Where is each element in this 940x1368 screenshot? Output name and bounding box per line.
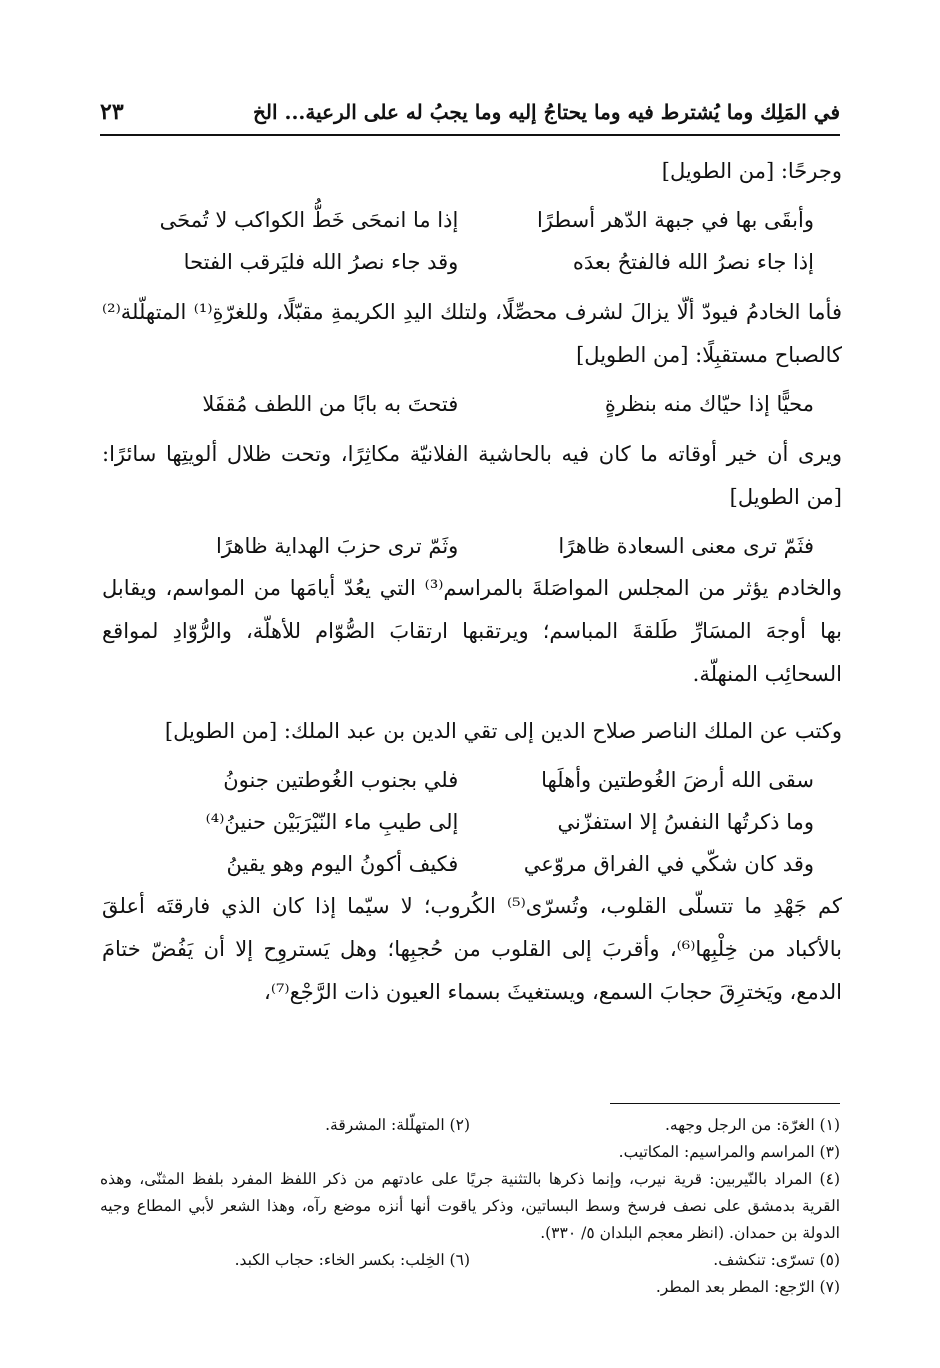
verse-hemistich-first: إذا جاء نصرُ الله فالفتحُ بعدَه	[572, 250, 814, 274]
verse-line	[102, 199, 842, 241]
verse-line	[102, 525, 842, 567]
footnote: (٣) المراسم والمراسيم: المكاتيب.	[618, 1143, 840, 1161]
main-text	[102, 150, 842, 1020]
running-title: في المَلِك وما يُشترط فيه وما يحتاجُ إليه وما يجبُ له على الرعية... الخ	[252, 100, 840, 124]
paragraph: والخادم يؤثر من المجلس المواصَلةَ بالمراسم⁽³⁾ التي يعُدّ أيامَها من المواسم، ويقابل بها أوجهَ المسَارِّ طَلقةَ المباسم؛ ويرتقبها ارتقابَ الصُّوّام للأهلّة، والرُّوّادِ لمواقع السحائِب المنهلّة.	[102, 576, 842, 686]
footnotes	[100, 1112, 840, 1301]
page-number: ٢٣	[100, 99, 124, 125]
verse-line	[102, 843, 842, 885]
paragraph: كم جَهْدِ ما تتسلّى القلوب، وتُسرّى⁽⁵⁾ الكُروب؛ لا سيّما إذا كان الذي فارقتَه أعلقَ بالأكباد من خِلْبِها⁽⁶⁾، وأقربَ إلى القلوب من حُجبِها؛ وهل يَستروِح إلا أن يَفُضّ ختامَ الدمع، ويَخترِقَ حجابَ السمع، ويستغيثَ بسماء العيون ذات الرَّجْع⁽⁷⁾،	[102, 894, 843, 1004]
footnote: (٢) المتهلّلة: المشرقة.	[325, 1116, 470, 1134]
verse-hemistich-first: وأبقَى بها في جبهة الدّهر أسطرًا	[536, 208, 814, 232]
verse-hemistich-first: فثَمّ ترى معنى السعادة ظاهرًا	[558, 534, 814, 558]
header-rule	[100, 134, 840, 136]
verse-hemistich-second: وثَمّ ترى حزبَ الهداية ظاهرًا	[215, 534, 459, 558]
paragraph: وكتب عن الملك الناصر صلاح الدين إلى تقي الدين بن عبد الملك: [من الطويل]	[164, 719, 842, 743]
verse-line	[102, 241, 842, 283]
verse-line	[102, 801, 842, 843]
footnote: (١) الغرّة: من الرجل وجهه.	[665, 1116, 840, 1134]
verse-hemistich-first: وما ذكرتُها النفسُ إلا استفزّني	[557, 810, 814, 834]
verse-hemistich-second: فكيف أكونُ اليوم وهو يقينُ	[226, 852, 459, 876]
running-header	[100, 92, 840, 132]
footnote: (٥) تسرّى: تنكشف.	[713, 1251, 840, 1269]
verse-hemistich-second: فتحتَ به بابًا من اللطف مُقفَلا	[202, 392, 459, 416]
verse-line	[102, 383, 842, 425]
verse-hemistich-second: إلى طيبِ ماء النّيْرَبَيْن حنينُ⁽⁴⁾	[205, 810, 459, 834]
paragraph: فأما الخادمُ فيودّ ألّا يزالَ لشرف محصِّلًا، ولتلك اليدِ الكريمةِ مقبّلًا، وللغرّةِ⁽¹⁾ المتهلّلة⁽²⁾ كالصباح مستقبِلًا: [من الطويل]	[102, 300, 842, 367]
footnote-row	[100, 1247, 840, 1274]
verse-hemistich-first: وقد كان شكّي في الفراق مروّعي	[523, 852, 814, 876]
verse-hemistich-second: فلي بجنوب الغُوطتين جنونُ	[223, 768, 459, 792]
footnote-separator	[610, 1103, 840, 1104]
footnote: (٦) الخِلب: بكسر الخاء: حجاب الكبد.	[234, 1251, 470, 1269]
verse-hemistich-second: إذا ما انمحَى خَطُّ الكواكب لا تُمحَى	[159, 208, 459, 232]
paragraph: ويرى أن خير أوقاته ما كان فيه بالحاشية الفلانيّة مكاثِرًا، وتحت ظلال ألويتِها سائرًا: [من الطويل]	[102, 442, 842, 509]
footnote: (٧) الرّجع: المطر بعد المطر.	[655, 1278, 840, 1296]
paragraph: وجرحًا: [من الطويل]	[661, 159, 842, 183]
verse-hemistich-first: محيًّا إذا حيّاك منه بنظرةٍ	[604, 392, 814, 416]
footnote: (٤) المراد بالنّيربين: قرية نيرب، وإنما ذكرها بالتثنية جريًا على عادتهم من ذكر اللفظ المفرد بلفظ المثنّى، وهذه القرية بدمشق على نصف فرسخ وسط البساتين، وذكر ياقوت أنها أنزه موضع رآه، وهذا الشعر لأبي المطاع وجيه الدولة بن حمدان. (انظر معجم البلدان ٥/ ٣٣٠).	[100, 1170, 840, 1242]
verse-hemistich-first: سقى الله أرضَ الغُوطتين وأهلَها	[541, 768, 814, 792]
verse-hemistich-second: وقد جاء نصرُ الله فليَرقب الفتحا	[183, 250, 459, 274]
verse-line	[102, 759, 842, 801]
footnote-row	[100, 1112, 840, 1139]
